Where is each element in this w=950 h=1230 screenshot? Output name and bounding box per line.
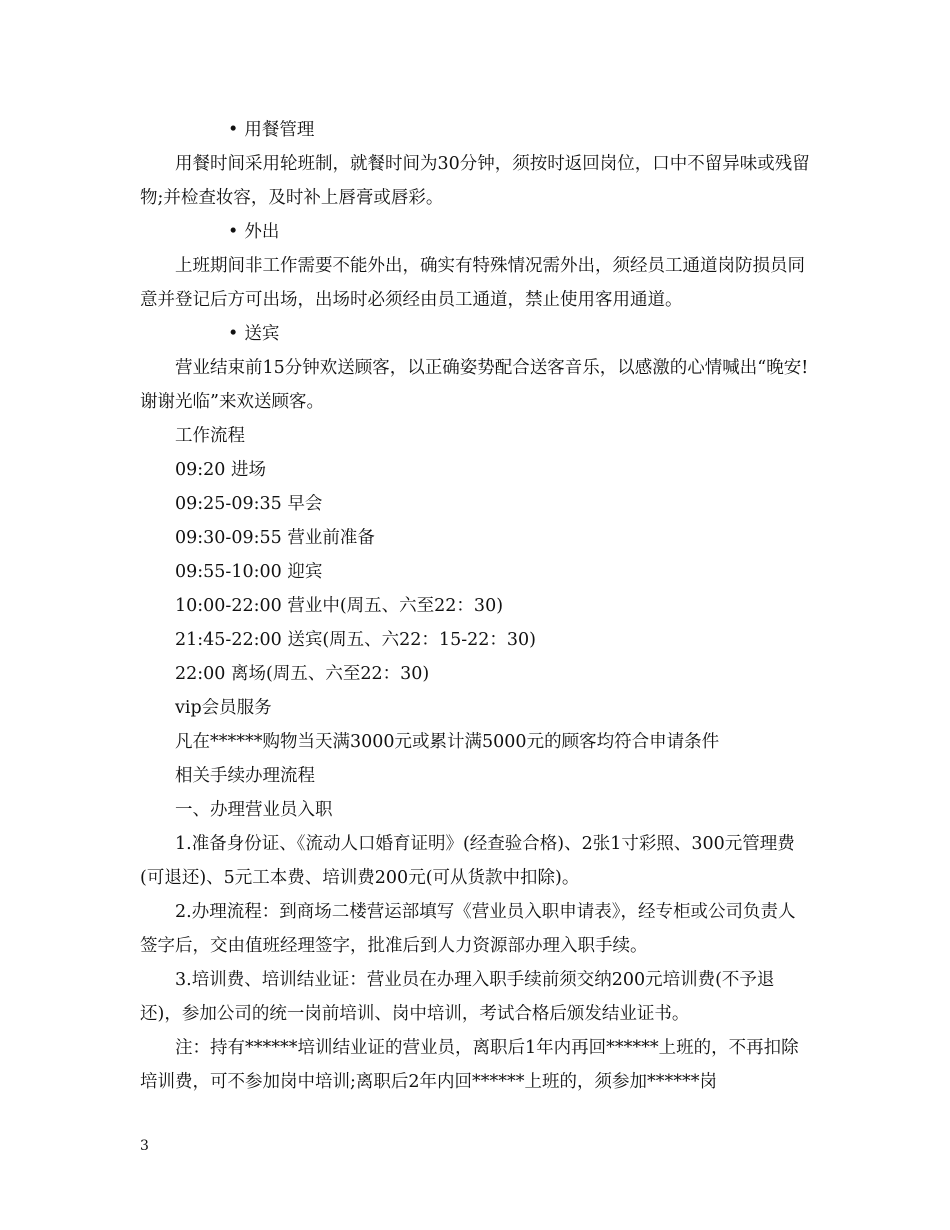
section-heading-procedures: 相关手续办理流程 [175, 766, 315, 786]
schedule-line: 22:00 离场(周五、六至22：30) [175, 664, 430, 684]
bullet-heading-dining: • 用餐管理 [140, 113, 812, 147]
document-body [140, 113, 812, 1099]
paragraph-dining-rules: 用餐时间采用轮班制，就餐时间为30分钟，须按时返回岗位，口中不留异味或残留物;并检查妆容，及时补上唇膏或唇彩。 [140, 154, 810, 208]
paragraph-vip-condition: 凡在******购物当天满3000元或累计满5000元的顾客均符合申请条件 [175, 732, 720, 752]
section-heading-workflow: 工作流程 [175, 426, 245, 446]
schedule-line: 10:00-22:00 营业中(周五、六至22：30) [175, 596, 504, 616]
paragraph-onboarding-step-2: 2.办理流程：到商场二楼营运部填写《营业员入职申请表》，经专柜或公司负责人签字后，交由值班经理签字，批准后到人力资源部办理入职手续。 [140, 902, 796, 956]
bullet-heading-farewell: • 送宾 [140, 317, 812, 351]
schedule-line: 21:45-22:00 送宾(周五、六22：15-22：30) [175, 630, 536, 650]
section-heading-onboarding: 一、办理营业员入职 [175, 800, 333, 820]
paragraph-onboarding-step-3: 3.培训费、培训结业证：营业员在办理入职手续前须交纳200元培训费(不予退还)，参加公司的统一岗前培训、岗中培训，考试合格后颁发结业证书。 [140, 970, 775, 1024]
paragraph-farewell-rules: 营业结束前15分钟欢送顾客，以正确姿势配合送客音乐，以感激的心情喊出“晚安!谢谢光临”来欢送顾客。 [140, 358, 809, 412]
section-heading-vip: vip会员服务 [175, 698, 272, 718]
page-number: 3 [140, 1138, 149, 1154]
bullet-icon: • [228, 222, 239, 242]
schedule-line: 09:25-09:35 早会 [175, 494, 323, 514]
paragraph-onboarding-step-1: 1.准备身份证、《流动人口婚育证明》(经查验合格)、2张1寸彩照、300元管理费(可退还)、5元工本费、培训费200元(可从货款中扣除)。 [140, 834, 795, 888]
bullet-icon: • [228, 324, 239, 344]
schedule-line: 09:30-09:55 营业前准备 [175, 528, 375, 548]
schedule-line: 09:55-10:00 迎宾 [175, 562, 323, 582]
paragraph-going-out-rules: 上班期间非工作需要不能外出，确实有特殊情况需外出，须经员工通道岗防损员同意并登记后方可出场，出场时必须经由员工通道，禁止使用客用通道。 [140, 256, 805, 310]
bullet-icon: • [228, 120, 239, 140]
schedule-line: 09:20 进场 [175, 460, 266, 480]
bullet-heading-going-out: • 外出 [140, 215, 812, 249]
paragraph-note: 注：持有******培训结业证的营业员，离职后1年内再回******上班的，不再扣除培训费，可不参加岗中培训;离职后2年内回******上班的，须参加******岗 [140, 1038, 799, 1092]
